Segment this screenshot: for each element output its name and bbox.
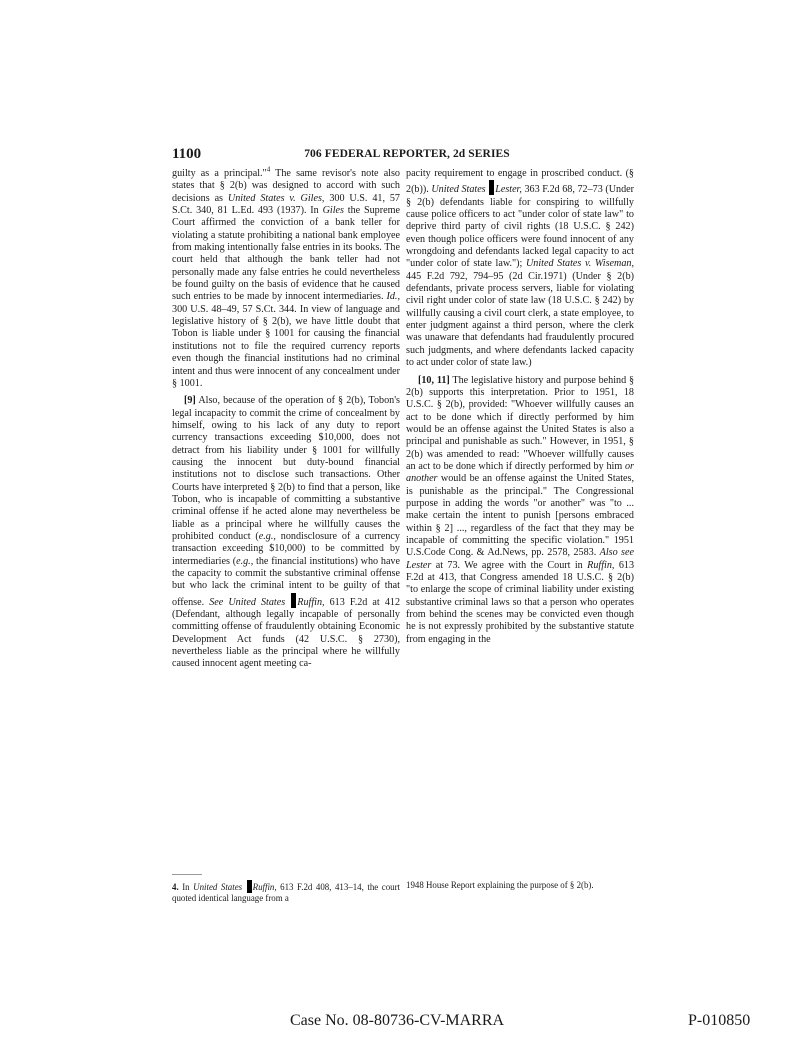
footnote-number: 4. bbox=[172, 882, 179, 892]
paragraph: pacity requirement to engage in proscribed conduct. (§ 2(b)). United States Lester, 363 F.2d 68, 72–73 (Under § 2(b) defendants liable for conspiring to willfully cause police officers to act "under color of state law" to deprive third party of civil rights (18 U.S.C. § 242) even though police officers were found innocent of any wrongdoing and defendants lacked legal capacity to act "under color of state law."); United States v. Wiseman, 445 F.2d 792, 794–95 (2d Cir.1971) (Under § 2(b) defendants, private process servers, liable for violating civil right under color of state law (18 U.S.C. § 242) by willfully causing a civil court clerk, a state employee, to enter judgment against a third person, where the clerk was unaware that defendants had fraudulently procured such judgments, and where defendants lacked capacity to act under color of state law.) bbox=[406, 168, 634, 369]
running-title: 706 FEDERAL REPORTER, 2d SERIES bbox=[304, 148, 510, 160]
redaction-mark bbox=[247, 880, 252, 893]
case-citation: Lester, bbox=[495, 184, 522, 196]
paragraph: guilty as a principal."$^4$ The same revisor's note also states that § 2(b) was designed to accord with such decisions as United States v. Giles, 300 U.S. 41, 57 S.Ct. 340, 81 L.Ed. 493 (1937). In Giles the Supreme Court affirmed the conviction of a bank teller for violating a statute prohibiting a national bank employee from making intentionally false entries in its books. The court held that although the bank teller had not personally made any false entries he could nevertheless be found guilty on the basis of evidence that he caused such entries to be made by innocent intermediaries. Id., 300 U.S. 48–49, 57 S.Ct. 344. In view of language and legislative history of § 2(b), we have little doubt that Tobon is liable under § 1001 for causing the financial institutions not to file the required currency reports even though the financial institutions had no criminal intent and thus were innocent of any concealment under § 1001. bbox=[172, 165, 400, 389]
page-header bbox=[172, 146, 642, 166]
redaction-mark bbox=[291, 593, 296, 608]
citation-signal: Also see Lester bbox=[406, 547, 634, 571]
case-citation: See United States bbox=[209, 596, 286, 608]
page-number: 1100 bbox=[172, 146, 202, 162]
left-column bbox=[172, 165, 401, 671]
redaction-mark bbox=[489, 180, 494, 195]
case-citation: United States v. Wiseman, bbox=[525, 258, 634, 270]
bates-number: P-010850 bbox=[688, 1012, 751, 1029]
case-citation: Giles bbox=[322, 205, 344, 217]
case-citation: Ruffin, bbox=[587, 559, 615, 571]
headnote-number: [9] bbox=[184, 395, 196, 407]
right-column bbox=[406, 168, 634, 646]
headnote-number: [10, 11] bbox=[418, 374, 450, 386]
case-citation: United States bbox=[193, 882, 243, 892]
case-number: Case No. 08-80736-CV-MARRA bbox=[290, 1012, 505, 1029]
case-citation: United States bbox=[431, 184, 486, 196]
paragraph: [10, 11] The legislative history and purpose behind § 2(b) supports this interpretation. Prior to 1951, 18 U.S.C. § 2(b), provided: "Whoever willfully causes an act to be done which if directly performed by him would be an offense against the United States is also a principal and punishable as such." However, in 1951, § 2(b) was amended to read: "Whoever willfully causes an act to be done which if directly performed by him or another would be an offense against the United States, is punishable as the principal." The Congressional purpose in adding the words "or another" was "to ... make certain the intent to punish [persons embraced within § 2] ..., regardless of the fact that they may be incapable of committing the specific violation." 1951 U.S.Code Cong. & Ad.News, pp. 2578, 2583. Also see Lester at 73. We agree with the Court in Ruffin, 613 F.2d at 413, that Congress amended 18 U.S.C. § 2(b) "to enlarge the scope of criminal liability under existing substantive criminal laws so that a person who operates from behind the scenes may be convicted even though he is not expressly prohibited by the substantive statute from engaging in the bbox=[406, 374, 635, 645]
paragraph: [9] Also, because of the operation of § 2(b), Tobon's legal incapacity to commit the crime of concealment by himself, owing to his lack of any duty to report currency transactions exceeding $10,000, does not detract from his liability under § 1001 for willfully causing the innocent but duty-bound financial institutions not to disclose such transactions. Other Courts have interpreted § 2(b) to find that a person, like Tobon, who is incapable of committing a substantive criminal offense if he acted alone may nevertheless be liable as a principal where he willfully causes the prohibited conduct (e.g., nondisclosure of a currency transaction exceeding $10,000) to be committed by intermediaries (e.g., the financial institutions) who have the capacity to commit the substantive criminal offense but who lack the criminal intent to be guilty of that offense. See United States Ruffin, 613 F.2d at 412 (Defendant, although legally incapable of personally committing offense of fraudulently obtaining Economic Development Act funds (42 U.S.C. § 2730), nevertheless liable as the principal where he willfully caused innocent agent meeting ca- bbox=[172, 395, 401, 670]
footnote-continued: 1948 House Report explaining the purpose of § 2(b). bbox=[406, 880, 594, 890]
case-citation: Ruffin, bbox=[252, 882, 277, 892]
case-citation: United States v. Giles, bbox=[227, 192, 325, 204]
footnote-ref: 4 bbox=[266, 165, 271, 174]
citation-signal: Id., bbox=[386, 291, 400, 303]
footnote-rule bbox=[172, 874, 202, 875]
case-citation: Ruffin, bbox=[297, 596, 325, 608]
footnote: 4. In United States Ruffin, 613 F.2d 408, 413–14, the court quoted identical language from a bbox=[172, 882, 400, 903]
